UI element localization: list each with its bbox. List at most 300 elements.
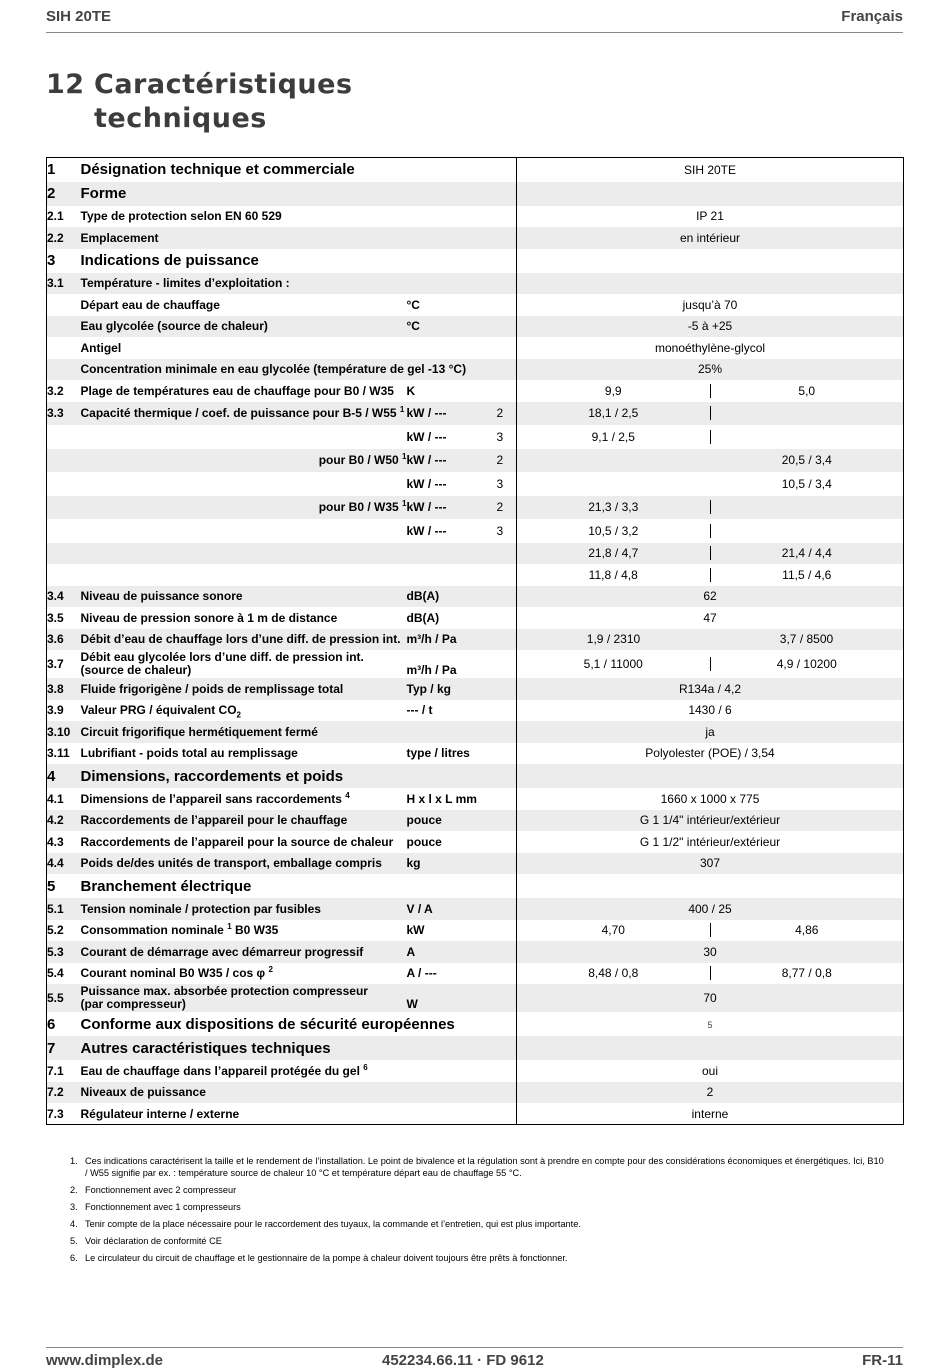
row-designation [81, 898, 407, 920]
row-value [517, 984, 904, 1012]
row-footnote-ref: 1 [402, 452, 407, 462]
footnote-number: 1. [70, 1156, 78, 1166]
row-number: 4.3 [47, 834, 64, 849]
row-number [47, 519, 81, 543]
row-value-right: 5,0 [798, 383, 816, 398]
row-value-right: 21,4 / 4,4 [781, 546, 832, 561]
footnote-item [70, 1219, 885, 1231]
row-value-right: 3,7 / 8500 [779, 632, 834, 647]
row-number: 3.9 [47, 703, 64, 718]
table-row [47, 519, 904, 543]
row-designation-text: Poids de/des unités de transport, emballage compris [80, 856, 382, 871]
row-value [517, 337, 904, 359]
footnote-number: 2. [70, 1184, 78, 1195]
row-number: 4.2 [47, 810, 81, 832]
row-value-text: 62 [703, 589, 717, 604]
row-unit: m³/h / Pa [406, 663, 457, 677]
row-unit: dB(A) [406, 610, 440, 625]
footnote-text: Fonctionnement avec 2 compresseur [85, 1184, 237, 1195]
row-footnote-mark [497, 182, 517, 206]
footer-page-number: FR-11 [862, 1352, 903, 1369]
row-designation [81, 1082, 407, 1104]
row-unit [407, 206, 497, 228]
row-number: 2.1 [47, 209, 64, 224]
table-row [47, 874, 904, 898]
header-model: SIH 20TE [46, 8, 112, 25]
table-row [47, 650, 904, 678]
row-designation-text: Désignation technique et commerciale [80, 161, 355, 179]
row-number: 5.4 [47, 966, 64, 981]
table-row [47, 273, 904, 295]
row-number: 3.7 [47, 657, 64, 671]
row-unit: A [407, 941, 497, 963]
table-row [47, 337, 904, 359]
row-number: 5.5 [47, 984, 81, 1012]
table-row [47, 249, 904, 273]
row-value-text: 70 [703, 991, 717, 1005]
footnote-item [70, 1202, 885, 1214]
footnote-text: Fonctionnement avec 1 compresseurs [85, 1201, 241, 1212]
row-value [517, 206, 904, 228]
table-row [47, 831, 904, 853]
row-value-text: 5 [707, 1020, 713, 1030]
row-designation-text: Circuit frigorifique hermétiquement fermé [80, 724, 318, 739]
row-number: 5 [47, 877, 56, 895]
row-unit [407, 273, 497, 295]
table-row [47, 543, 904, 565]
row-designation [81, 158, 407, 182]
row-value-right: 10,5 / 3,4 [781, 476, 832, 491]
row-number: 5.1 [47, 898, 81, 920]
row-number: 3.8 [47, 678, 81, 700]
row-unit: kW / --- [407, 449, 497, 473]
row-value-text: 1430 / 6 [688, 703, 732, 718]
row-value [517, 788, 904, 810]
row-value-text: Polyolester (POE) / 3,54 [645, 746, 775, 761]
row-designation-text: Niveau de puissance sonore [80, 589, 243, 604]
row-footnote-ref: 2 [268, 965, 273, 975]
table-row [47, 721, 904, 743]
row-designation [81, 337, 407, 359]
row-value [517, 227, 904, 249]
row-value-left: 9,9 [517, 384, 711, 398]
row-designation [81, 650, 407, 678]
row-designation [81, 831, 407, 853]
row-value [517, 700, 904, 722]
row-designation [81, 402, 407, 426]
footnote-text: Voir déclaration de conformité CE [85, 1235, 222, 1246]
row-number [47, 337, 81, 359]
row-unit [407, 764, 497, 788]
table-row [47, 496, 904, 520]
row-value-text: IP 21 [696, 209, 724, 224]
footnote-number: 3. [70, 1201, 78, 1212]
row-footnote-mark [497, 678, 517, 700]
row-unit: W [407, 984, 497, 1012]
row-designation-text: Tension nominale / protection par fusibles [80, 901, 321, 916]
row-unit [407, 249, 497, 273]
row-designation [81, 984, 407, 1012]
row-designation [81, 629, 407, 651]
table-row [47, 227, 904, 249]
row-value-pair [517, 425, 903, 449]
footnote-text: Le circulateur du circuit de chauffage et le gestionnaire de la pompe à chaleur doivent toujours être prêts à fonctionner. [85, 1252, 568, 1263]
row-value [517, 449, 904, 473]
row-value [517, 586, 904, 608]
row-designation-text: Courant nominal B0 W35 / cos φ [80, 966, 266, 981]
row-footnote-mark [497, 294, 517, 316]
row-value [517, 519, 904, 543]
row-value-pair [517, 920, 903, 942]
row-value [517, 607, 904, 629]
row-value-text: oui [701, 1063, 718, 1078]
row-designation [81, 810, 407, 832]
row-footnote-mark [497, 158, 517, 182]
row-designation [81, 963, 407, 985]
row-value [517, 629, 904, 651]
row-designation-text: Débit eau glycolée lors d’une diff. de pression int. [80, 650, 364, 664]
row-value-pair [517, 564, 903, 586]
row-designation [81, 425, 407, 449]
row-designation-line2: (par compresseur) [80, 997, 186, 1011]
row-value-left: 5,1 / 11000 [517, 657, 711, 671]
row-value [517, 249, 904, 273]
footnote-text: Tenir compte de la place nécessaire pour le raccordement des tuyaux, la commande et l’entretien, qui est plus importante. [85, 1218, 581, 1229]
row-designation-text: Conforme aux dispositions de sécurité européennes [80, 1015, 455, 1033]
table-row [47, 380, 904, 402]
row-unit [407, 721, 497, 743]
row-footnote-mark [497, 206, 517, 228]
row-value-right: 8,77 / 0,8 [781, 966, 832, 981]
page-footer [46, 1347, 903, 1370]
row-value [517, 273, 904, 295]
row-value-text: monoéthylène-glycol [654, 340, 766, 355]
row-value-text: 307 [699, 856, 721, 871]
table-row [47, 743, 904, 765]
row-footnote-mark [497, 898, 517, 920]
row-number: 7.1 [47, 1063, 64, 1078]
row-designation-text: Forme [80, 185, 127, 202]
row-value [517, 402, 904, 426]
row-unit: pouce [407, 810, 497, 832]
row-designation [81, 496, 407, 520]
footnote-number: 4. [70, 1218, 78, 1229]
row-value [517, 650, 904, 678]
row-footnote-mark [497, 543, 517, 565]
row-footnote-mark [497, 941, 517, 963]
row-value-left: 21,3 / 3,3 [517, 500, 711, 514]
row-value-pair [517, 402, 903, 426]
table-row [47, 764, 904, 788]
row-unit: kW / --- [406, 523, 447, 538]
row-unit [407, 874, 497, 898]
row-footnote-mark: 3 [496, 523, 504, 538]
row-number [47, 449, 81, 473]
row-designation-text: Dimensions de l’appareil sans raccordements [80, 791, 342, 806]
row-designation-text: pour B0 / W35 [318, 500, 399, 515]
row-designation [81, 182, 407, 206]
row-designation [80, 1012, 455, 1036]
row-value-text: 400 / 25 [688, 901, 732, 916]
section-number: 12 [46, 69, 85, 100]
row-designation [81, 788, 407, 810]
row-unit [407, 337, 497, 359]
row-number: 4.1 [47, 791, 64, 806]
row-number: 1 [47, 161, 56, 179]
table-row [47, 853, 904, 875]
row-footnote-mark [497, 1036, 517, 1060]
table-row [47, 678, 904, 700]
row-designation [81, 449, 407, 473]
row-footnote-mark [497, 743, 517, 765]
row-footnote-mark [497, 1060, 517, 1082]
row-designation [81, 564, 407, 586]
row-number [47, 543, 81, 565]
row-number [47, 425, 81, 449]
row-value-pair [517, 496, 903, 520]
row-footnote-mark [497, 629, 517, 651]
row-number: 3.1 [47, 273, 81, 295]
table-row [47, 472, 904, 496]
row-value-left: 21,8 / 4,7 [517, 546, 711, 560]
row-designation-text: Lubrifiant - poids total au remplissage [80, 746, 298, 761]
row-number: 5.2 [47, 923, 64, 938]
row-value-pair [517, 380, 903, 402]
row-value [517, 963, 904, 985]
row-designation [81, 586, 407, 608]
row-value-pair [517, 629, 903, 651]
row-footnote-mark: 2 [497, 402, 517, 426]
row-designation [81, 294, 407, 316]
row-value [517, 1012, 904, 1036]
row-footnote-mark [497, 788, 517, 810]
row-value-text: 25% [697, 362, 723, 377]
row-value-text: ja [705, 724, 715, 739]
row-unit: kW / --- [407, 402, 497, 426]
row-value-text: G 1 1/2" intérieur/extérieur [639, 834, 781, 849]
row-footnote-mark [497, 810, 517, 832]
row-designation [81, 1036, 407, 1060]
row-footnote-mark [497, 853, 517, 875]
row-value-left: 10,5 / 3,2 [517, 524, 711, 538]
table-row [47, 206, 904, 228]
row-footnote-mark [497, 316, 517, 338]
row-footnote-mark [497, 700, 517, 722]
table-row [47, 920, 904, 942]
row-designation [81, 1103, 407, 1125]
row-value-text: 47 [703, 610, 717, 625]
row-value-right: 4,86 [795, 923, 819, 938]
row-footnote-mark [497, 650, 517, 678]
table-row [47, 788, 904, 810]
row-value [517, 359, 904, 381]
table-row [47, 182, 904, 206]
row-number: 3.10 [47, 721, 81, 743]
footnote-item [70, 1236, 885, 1248]
row-designation-line2: (source de chaleur) [80, 663, 192, 677]
row-value [517, 678, 904, 700]
row-footnote-mark [497, 984, 517, 1012]
row-unit [407, 158, 497, 182]
row-designation [81, 1060, 407, 1082]
row-footnote-mark [497, 1103, 517, 1125]
row-number: 2.2 [47, 227, 81, 249]
row-value [517, 472, 904, 496]
row-designation-text: Dimensions, raccordements et poids [80, 767, 344, 785]
row-unit [407, 564, 497, 586]
row-value-right: 11,5 / 4,6 [782, 567, 832, 582]
row-number: 7.3 [47, 1106, 64, 1121]
row-footnote-mark [497, 874, 517, 898]
row-unit: type / litres [406, 746, 470, 761]
table-row [47, 425, 904, 449]
row-designation [81, 764, 407, 788]
row-footnote-ref: 1 [402, 499, 407, 509]
row-value-text: en intérieur [679, 230, 741, 245]
row-value-text: SIH 20TE [683, 162, 737, 177]
row-unit: °C [407, 316, 497, 338]
row-value [517, 920, 904, 942]
row-unit: Typ / kg [407, 678, 497, 700]
table-row [47, 1060, 904, 1082]
table-row [47, 1012, 904, 1036]
row-value-pair [517, 519, 903, 543]
row-designation-text: Raccordements de l’appareil pour la source de chaleur [80, 834, 394, 849]
row-footnote-mark [497, 359, 517, 381]
row-value [517, 853, 904, 875]
row-value-left: 11,8 / 4,8 [517, 568, 711, 582]
footer-doc-number: 452234.66.11 · FD 9612 [382, 1352, 544, 1369]
row-unit: dB(A) [407, 586, 497, 608]
footnote-text: Ces indications caractérisent la taille et le rendement de l’installation. Le point de bivalence et la régulation sont à prendre en compte pour des considérations économiques et énergétiques. Ici, B10 / W55 signifie par ex. : température source de chaleur 10 °C et température départ eau de chauffage 55 °C. [85, 1156, 884, 1178]
row-designation-text: Emplacement [80, 230, 159, 245]
table-row [47, 941, 904, 963]
row-value-pair [517, 650, 903, 678]
row-unit [407, 1036, 497, 1060]
row-designation [81, 206, 407, 228]
row-value-left: 9,1 / 2,5 [517, 430, 711, 444]
footnote-item [70, 1253, 885, 1265]
row-value-left: 18,1 / 2,5 [517, 406, 711, 420]
row-designation [81, 273, 407, 295]
row-footnote-mark [497, 227, 517, 249]
table-row [47, 700, 904, 722]
footer-website: www.dimplex.de [46, 1352, 163, 1369]
row-value-pair [517, 543, 903, 565]
row-unit: °C [406, 297, 420, 312]
row-unit [407, 1082, 497, 1104]
row-value-text: jusqu’à 70 [682, 297, 738, 312]
row-value-text: 30 [703, 944, 717, 959]
table-row [47, 629, 904, 651]
table-row [47, 1103, 904, 1125]
row-number [47, 294, 81, 316]
row-value-text: -5 à +25 [687, 319, 733, 334]
row-value-text: interne [691, 1106, 729, 1121]
row-value-pair [517, 472, 903, 496]
row-number: 6 [47, 1015, 56, 1033]
row-designation-text: Concentration minimale en eau glycolée (température de gel -13 °C) [80, 362, 467, 377]
spec-table [46, 157, 904, 1125]
row-value-left: 1,9 / 2310 [586, 632, 641, 647]
row-number: 5.3 [47, 941, 81, 963]
row-footnote-mark [497, 273, 517, 295]
row-number: 3.3 [47, 402, 81, 426]
row-footnote-mark: 2 [497, 496, 517, 520]
header-language: Français [841, 8, 903, 25]
row-footnote-mark: 3 [496, 476, 504, 491]
table-row [47, 158, 904, 182]
row-footnote-mark [497, 337, 517, 359]
row-value [517, 380, 904, 402]
row-subscript: 2 [236, 710, 241, 720]
row-designation [81, 380, 407, 402]
footnote-item [70, 1156, 885, 1179]
table-row [47, 607, 904, 629]
row-designation [81, 543, 407, 565]
row-value [517, 425, 904, 449]
row-footnote-mark [497, 764, 517, 788]
row-footnote-mark [497, 380, 517, 402]
row-value-pair [517, 963, 903, 985]
row-value [517, 1060, 904, 1082]
row-designation-tail: B0 W35 [231, 923, 279, 938]
row-unit: kW / --- [406, 429, 447, 444]
row-designation [81, 249, 407, 273]
row-designation [80, 359, 467, 381]
table-row [47, 449, 904, 473]
row-footnote-mark [497, 831, 517, 853]
row-designation-text: Eau de chauffage dans l’appareil protégée du gel [80, 1063, 360, 1078]
row-unit [407, 1060, 497, 1082]
row-footnote-ref: 1 [227, 922, 232, 932]
row-designation-text: Branchement électrique [80, 877, 252, 895]
row-number: 3.4 [47, 586, 81, 608]
row-designation [81, 700, 407, 722]
row-designation [81, 678, 407, 700]
row-designation [81, 721, 407, 743]
row-footnote-ref: 6 [363, 1062, 368, 1072]
row-designation-text: Autres caractéristiques techniques [80, 1039, 331, 1057]
table-row [47, 898, 904, 920]
table-row [47, 402, 904, 426]
row-number: 7.2 [47, 1082, 81, 1104]
row-designation-text: Départ eau de chauffage [80, 297, 220, 312]
row-value [517, 564, 904, 586]
row-unit [407, 543, 497, 565]
row-unit: V / A [407, 898, 497, 920]
row-value [517, 496, 904, 520]
page-header [46, 8, 903, 33]
footnote-number: 5. [70, 1235, 78, 1246]
row-number: 4 [47, 764, 81, 788]
row-value [517, 721, 904, 743]
row-value [517, 158, 904, 182]
row-value-pair [517, 449, 903, 473]
row-designation [81, 941, 407, 963]
row-value [517, 810, 904, 832]
footnote-number: 6. [70, 1252, 78, 1263]
row-designation-text: Niveau de pression sonore à 1 m de distance [80, 610, 338, 625]
footnote-item [70, 1185, 885, 1197]
row-unit: m³/h / Pa [407, 629, 497, 651]
row-footnote-mark [497, 920, 517, 942]
row-number: 3.5 [47, 610, 64, 625]
footnotes [70, 1156, 885, 1270]
row-value [517, 1103, 904, 1125]
row-designation-text: Indications de puissance [80, 252, 259, 269]
row-unit [407, 227, 497, 249]
